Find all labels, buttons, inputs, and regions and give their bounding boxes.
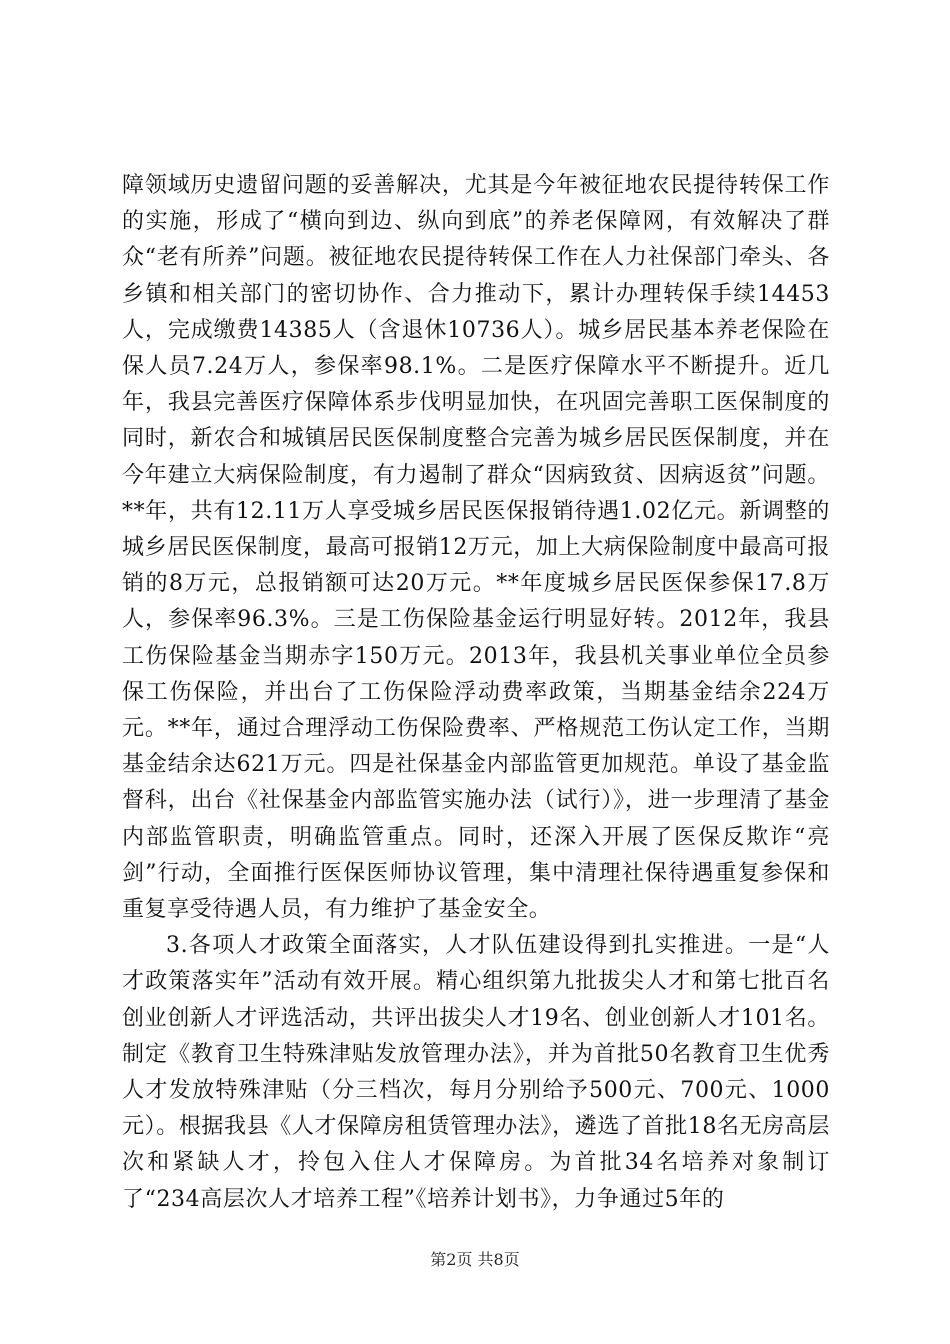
paragraph-2: 3.各项人才政策全面落实，人才队伍建设得到扎实推进。一是“人才政策落实年”活动有效开展。精心组织第九批拔尖人才和第七批百名创业创新人才评选活动，共评出拔尖人才19名、创业创新人才101名。制定《教育卫生特殊津贴发放管理办法》，并为首批50名教育卫生优秀人才发放特殊津贴（分三档次，每月分别给予500元、700元、1000元）。根据我县《人才保障房租赁管理办法》，遴选了首批18名无房高层次和紧缺人才，拎包入住人才保障房。为首批34名培养对象制订了“234高层次人才培养工程”《培养计划书》，力争通过5年的 <box>122 933 830 1212</box>
paragraph-1: 障领域历史遗留问题的妥善解决，尤其是今年被征地农民提待转保工作的实施，形成了“横向到边、纵向到底”的养老保障网，有效解决了群众“老有所养”问题。被征地农民提待转保工作在人力社保部门牵头、各乡镇和相关部门的密切协作、合力推动下，累计办理转保手续14453人，完成缴费14385人（含退休10736人）。城乡居民基本养老保险在保人员7.24万人，参保率98.1%。二是医疗保障水平不断提升。近几年，我县完善医疗保障体系步伐明显加快，在巩固完善职工医保制度的同时，新农合和城镇居民医保制度整合完善为城乡居民医保制度，并在今年建立大病保险制度，有力遏制了群众“因病致贫、因病返贫”问题。**年，共有12.11万人享受城乡居民医保报销待遇1.02亿元。新调整的城乡居民医保制度，最高可报销12万元，加上大病保险制度中最高可报销的8万元，总报销额可达20万元。**年度城乡居民医保参保17.8万人，参保率96.3%。三是工伤保险基金运行明显好转。2012年，我县工伤保险基金当期赤字150万元。2013年，我县机关事业单位全员参保工伤保险，并出台了工伤保险浮动费率政策，当期基金结余224万元。**年，通过合理浮动工伤保险费率、严格规范工伤认定工作，当期基金结余达621万元。四是社保基金内部监管更加规范。单设了基金监督科，出台《社保基金内部监管实施办法（试行）》，进一步理清了基金内部监管职责，明确监管重点。同时，还深入开展了医保反欺诈“亮剑”行动，全面推行医保医师协议管理，集中清理社保待遇重复参保和重复享受待遇人员，有力维护了基金安全。 <box>122 173 830 923</box>
document-body <box>122 168 830 1218</box>
page-number-footer: 第2页 共8页 <box>430 1250 520 1269</box>
